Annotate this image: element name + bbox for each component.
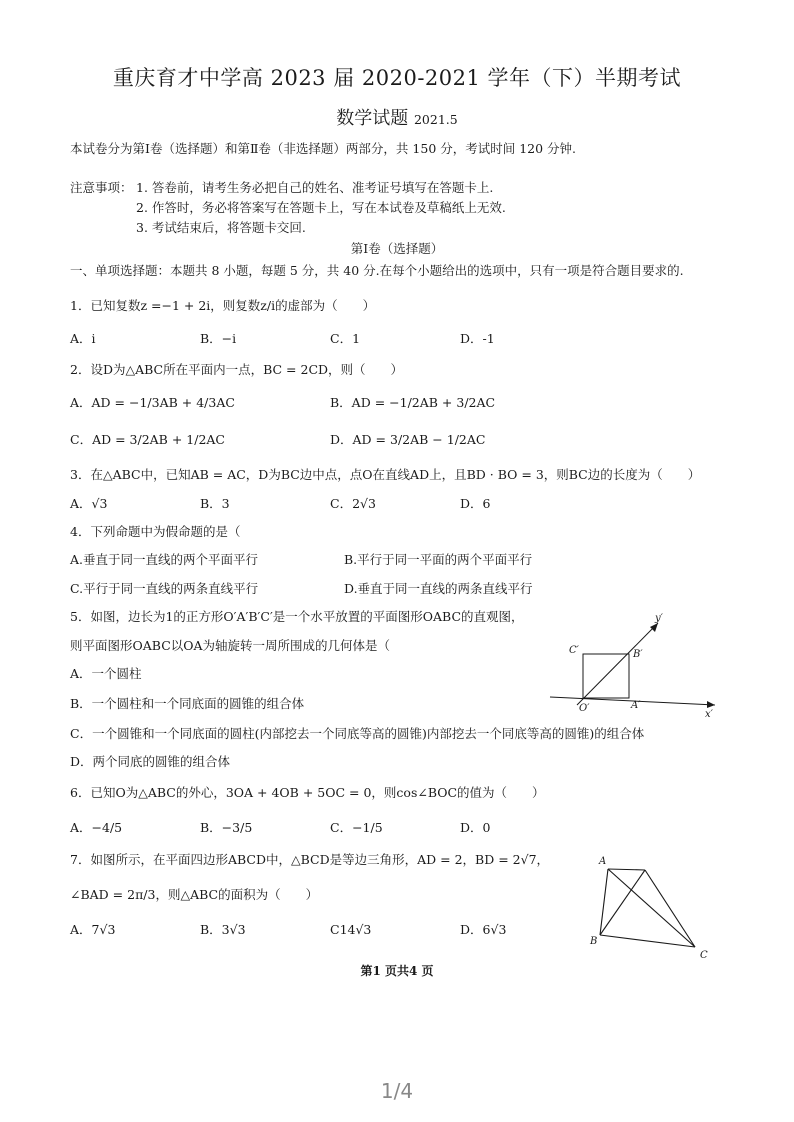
question-6-option-b: B．−3/5 <box>200 820 253 835</box>
question-7-option-c: C14√3 <box>330 922 372 937</box>
exam-subtitle <box>0 104 794 130</box>
question-4-option-b: B.平行于同一平面的两个平面平行 <box>344 552 533 567</box>
question-5-stem-line2: 则平面图形OABC以OA为轴旋转一周所围成的几何体是（ <box>70 638 391 653</box>
subject-title: 数学试题 <box>336 108 409 129</box>
question-3-option-c: C．2√3 <box>330 496 376 511</box>
question-2-option-d: D．AD = 3/2AB − 1/2AC <box>330 432 486 447</box>
notice-item: 2. 作答时，务必将答案写在答题卡上，写在本试卷及草稿纸上无效. <box>136 200 506 215</box>
label-a-prime: A′ <box>631 700 641 711</box>
question-2-option-c: C．AD = 3/2AB + 1/2AC <box>70 432 225 447</box>
question-2-option-b: B．AD = −1/2AB + 3/2AC <box>330 395 496 410</box>
question-7-option-a: A．7√3 <box>70 922 116 937</box>
question-5-option-d: D．两个同底的圆锥的组合体 <box>70 754 231 769</box>
question-6-option-c: C．−1/5 <box>330 820 383 835</box>
section-heading: 一、单项选择题：本题共 8 小题，每题 5 分，共 40 分.在每个小题给出的选项中，只有一项是符合题目要求的. <box>70 263 684 278</box>
question-3-stem: 3．在△ABC中，已知AB = AC，D为BC边中点，点O在直线AD上，且BD · BO = 3，则BC边的长度为（ ） <box>70 467 701 482</box>
label-c: C <box>700 950 708 961</box>
question-3-option-a: A．√3 <box>70 496 108 511</box>
question-7-stem: 7．如图所示，在平面四边形ABCD中，△BCD是等边三角形，AD = 2，BD = 2√7， <box>70 852 550 867</box>
question-4-option-a: A.垂直于同一直线的两个平面平行 <box>70 552 259 567</box>
label-y-prime: y′ <box>655 613 663 624</box>
question-4-option-d: D.垂直于同一直线的两条直线平行 <box>344 581 533 596</box>
x-axis-arrow-icon <box>707 701 715 708</box>
question-1-option-c: C．1 <box>330 331 361 346</box>
question-5-option-a: A．一个圆柱 <box>70 666 142 681</box>
question-7-stem-line2: ∠BAD = 2π/3，则△ABC的面积为（ ） <box>70 887 319 902</box>
label-b: B <box>590 936 598 947</box>
question-1-option-a: A．i <box>70 331 96 346</box>
label-c-prime: C′ <box>569 645 579 656</box>
question-2-stem: 2．设D为△ABC所在平面内一点，BC = 2CD，则（ ） <box>70 362 404 377</box>
question-6-stem: 6．已知O为△ABC的外心，3OA + 4OB + 5OC = 0，则cos∠BOC的值为（ ） <box>70 785 545 800</box>
y-axis <box>577 623 658 705</box>
intro-text: 本试卷分为第Ⅰ卷（选择题）和第Ⅱ卷（非选择题）两部分，共 150 分，考试时间 120 分钟. <box>70 141 577 156</box>
question-4-option-c: C.平行于同一直线的两条直线平行 <box>70 581 259 596</box>
question-3-option-d: D．6 <box>460 496 491 511</box>
exam-title: 重庆育才中学高 2023 届 2020-2021 学年（下）半期考试 <box>112 66 682 90</box>
notice-label: 注意事项： <box>70 180 133 195</box>
oblique-view-figure <box>545 605 725 723</box>
question-3-option-b: B．3 <box>200 496 230 511</box>
part-title: 第Ⅰ卷（选择题） <box>350 241 444 256</box>
edge-bc <box>600 935 695 947</box>
question-5-option-c: C．一个圆锥和一个同底面的圆柱(内部挖去一个同底等高的圆锥)内部挖去一个同底等高的圆锥)的组合体 <box>70 726 645 741</box>
notice-item: 1. 答卷前，请考生务必把自己的姓名、准考证号填写在答题卡上. <box>136 180 494 195</box>
label-b-prime: B′ <box>633 649 643 660</box>
question-1-stem: 1．已知复数z =−1 + 2i，则复数z/i的虚部为（ ） <box>70 298 376 313</box>
page-indicator: 1/4 <box>380 1079 414 1103</box>
question-5-stem: 5．如图，边长为1的正方形O′A′B′C′是一个水平放置的平面图形OABC的直观图， <box>70 609 524 624</box>
question-1-option-b: B．−i <box>200 331 237 346</box>
label-x-prime: x′ <box>705 709 713 720</box>
label-o-prime: O′ <box>579 703 590 714</box>
question-4-stem: 4．下列命题中为假命题的是（ <box>70 524 241 539</box>
quadrilateral-figure <box>585 852 720 964</box>
question-1-option-d: D．-1 <box>460 331 495 346</box>
question-5-option-b: B．一个圆柱和一个同底面的圆锥的组合体 <box>70 696 305 711</box>
page-footer: 第1 页共4 页 <box>360 964 434 978</box>
exam-date: 2021.5 <box>413 112 458 127</box>
question-2-option-a: A．AD = −1/3AB + 4/3AC <box>70 395 235 410</box>
question-6-option-a: A．−4/5 <box>70 820 123 835</box>
label-a: A <box>599 856 607 867</box>
question-6-option-d: D．0 <box>460 820 491 835</box>
edge-da <box>608 869 645 870</box>
question-7-option-d: D．6√3 <box>460 922 507 937</box>
question-7-option-b: B．3√3 <box>200 922 246 937</box>
notice-item: 3. 考试结束后，将答题卡交回. <box>136 220 306 235</box>
y-axis-arrow-icon <box>650 623 658 632</box>
